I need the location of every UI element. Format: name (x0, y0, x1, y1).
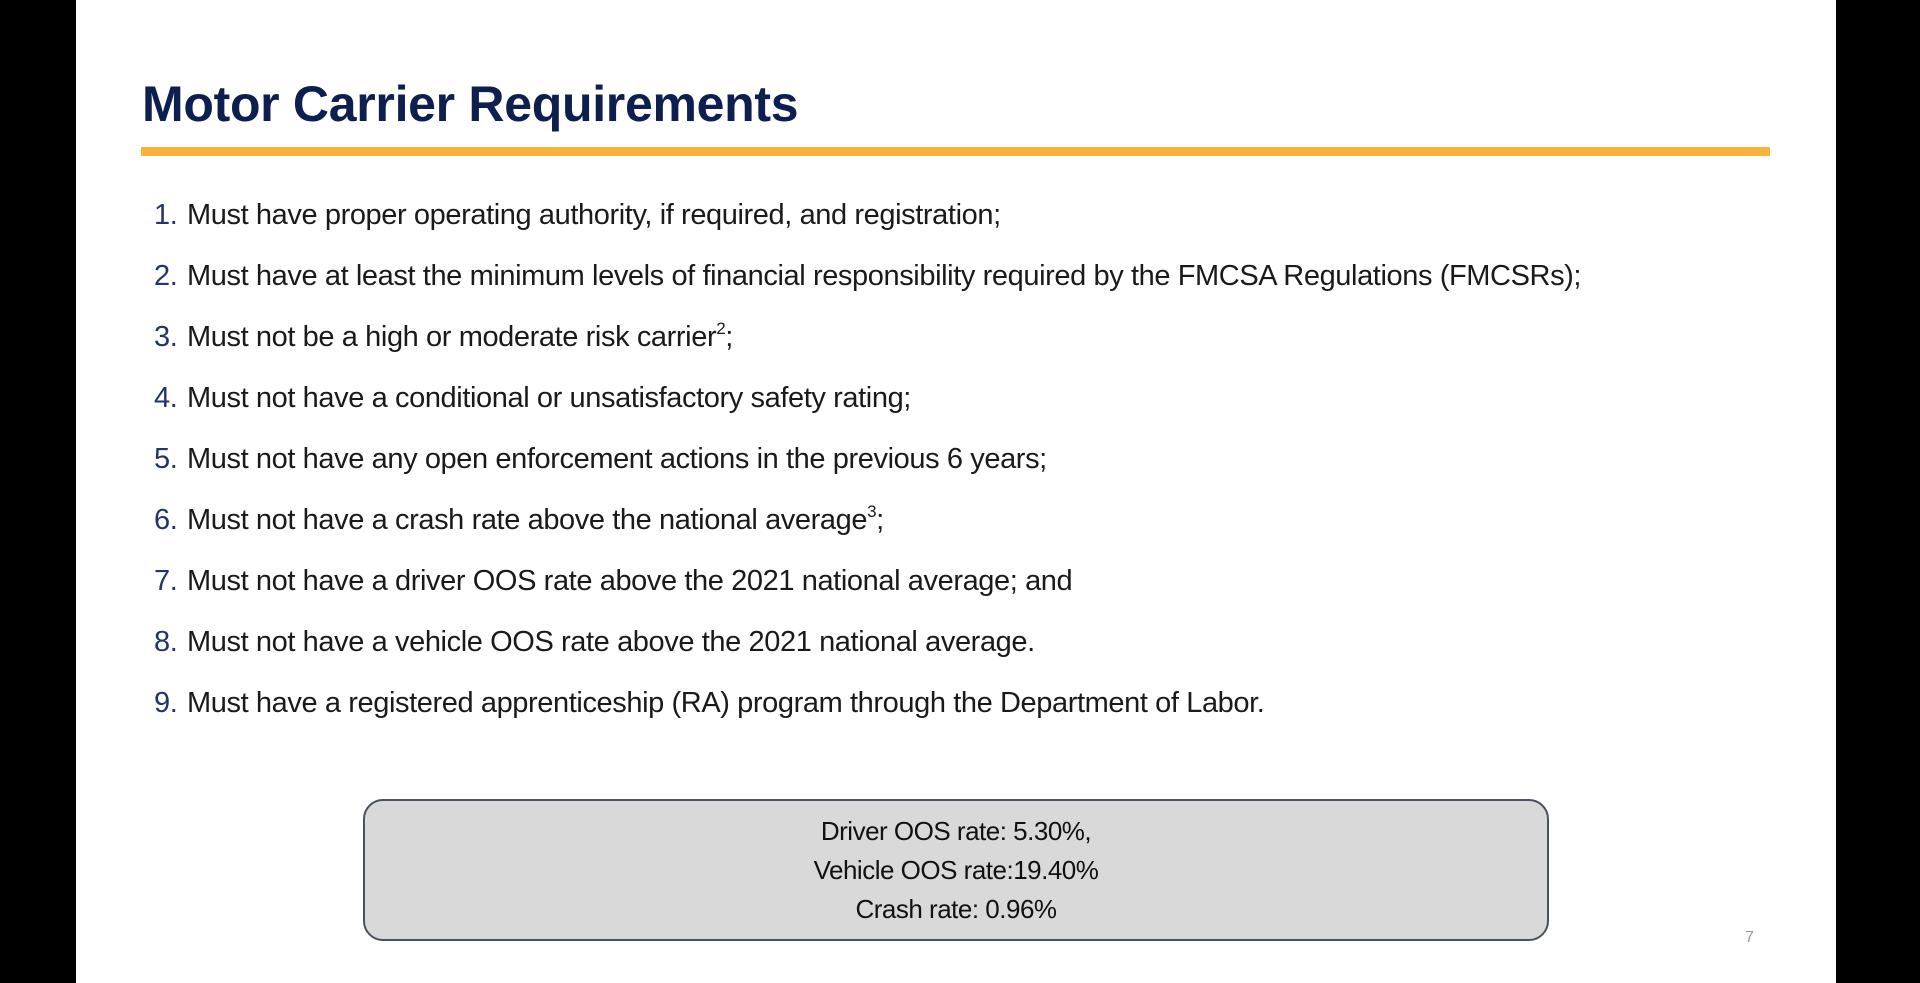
requirement-number: 7. (154, 565, 178, 597)
requirement-number: 5. (154, 443, 178, 475)
requirement-text: Must have a registered apprenticeship (RA) program through the Department of Labor. (187, 687, 1265, 719)
requirement-item-5 (154, 440, 1714, 479)
requirement-number: 1. (154, 199, 178, 231)
national-average-stats-box (363, 799, 1549, 941)
requirement-number: 3. (154, 321, 178, 353)
requirement-text: Must have proper operating authority, if required, and registration; (187, 199, 1001, 231)
requirement-item-4 (154, 379, 1714, 418)
slide (76, 0, 1836, 983)
crash-rate: Crash rate: 0.96% (855, 893, 1057, 924)
requirement-text: Must not have a conditional or unsatisfactory safety rating; (187, 382, 911, 414)
requirement-item-7 (154, 562, 1714, 601)
requirement-item-3 (154, 318, 1714, 357)
requirement-number: 8. (154, 626, 178, 658)
requirement-text: Must not be a high or moderate risk carrier$^2$; (187, 319, 733, 353)
requirement-text: Must not have a vehicle OOS rate above the 2021 national average. (187, 626, 1035, 658)
requirement-text: Must not have a driver OOS rate above the 2021 national average; and (187, 565, 1073, 597)
requirement-item-6 (154, 501, 1714, 540)
requirement-item-2 (154, 257, 1714, 296)
requirement-number: 6. (154, 504, 178, 536)
requirement-number: 4. (154, 382, 178, 414)
requirements-list (154, 196, 1714, 745)
requirement-number: 9. (154, 687, 178, 719)
vehicle-oos-rate: Vehicle OOS rate:19.40% (813, 854, 1099, 885)
requirement-item-8 (154, 623, 1714, 662)
footnote-ref: 2 (716, 319, 726, 338)
slide-title: Motor Carrier Requirements (142, 76, 799, 132)
requirement-item-9 (154, 684, 1714, 723)
requirement-number: 2. (154, 260, 178, 292)
requirement-text: Must not have any open enforcement actions in the previous 6 years; (187, 443, 1047, 475)
footnote-ref: 3 (867, 502, 877, 521)
requirement-text: Must have at least the minimum levels of financial responsibility required by the FMCSA Regulations (FMCSRs); (187, 260, 1582, 292)
title-underline-rule (141, 147, 1770, 156)
page-number: 7 (1745, 929, 1754, 946)
requirement-item-1 (154, 196, 1714, 235)
requirement-text: Must not have a crash rate above the national average$^3$; (187, 502, 884, 536)
driver-oos-rate: Driver OOS rate: 5.30%, (820, 815, 1092, 846)
